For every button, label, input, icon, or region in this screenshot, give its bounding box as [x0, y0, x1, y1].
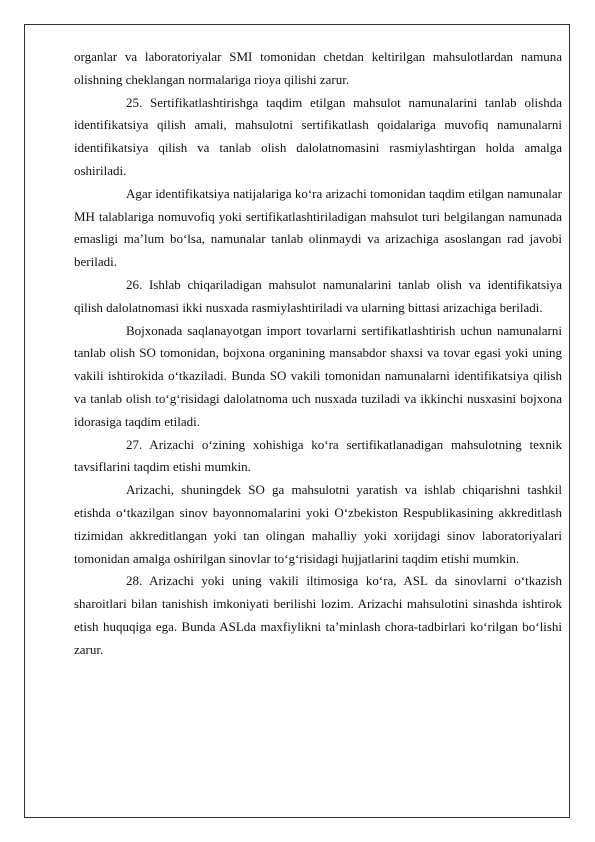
- document-body: [74, 46, 562, 662]
- paragraph-28: 28. Arizachi yoki uning vakili iltimosiga ko‘ra, ASL da sinovlarni o‘tkazish sharoitlari bilan tanishish imkoniyati berilishi lozim. Arizachi mahsulotini sinashda ishtirok etish huquqiga ega. Bunda ASLda maxfiylikni ta’minlash chora-tadbirlari ko‘rilgan bo‘lishi zarur.: [74, 573, 562, 657]
- paragraph-test-reports: Arizachi, shuningdek SO ga mahsulotni yaratish va ishlab chiqarishni tashkil etishda o‘tkazilgan sinov bayonnomalarini yoki O‘zbekiston Respublikasining akkreditlash tizimidan akkreditlangan yoki tan olingan mahalliy yoki xorijdagi sinov laboratoriyalari tomonidan amalga oshirilgan sinovlar to‘g‘risidagi hujjatlarini taqdim etishi mumkin.: [74, 482, 562, 566]
- paragraph-customs-import: Bojxonada saqlanayotgan import tovarlarni sertifikatlashtirish uchun namunalarni tanlab olish SO tomonidan, bojxona organining mansabdor shaxsi va tovar egasi yoki uning vakili ishtirokida o‘tkaziladi. Bunda SO vakili tomonidan namunalarni identifikatsiya qilish va tanlab olish to‘g‘risidagi dalolatnoma uch nusxada tuziladi va ikkinchi nusxasini bojxona idorasiga taqdim etiladi.: [74, 322, 562, 429]
- paragraph-identification-result: Agar identifikatsiya natijalariga ko‘ra arizachi tomonidan taqdim etilgan namunalar MH talablariga nomuvofiq yoki sertifikatlashtiriladigan mahsulot turi belgilangan namunada emasligi ma’lum bo‘lsa, namunalar tanlab olinmaydi va arizachiga asoslangan rad javobi beriladi.: [74, 185, 562, 270]
- paragraph-27: 27. Arizachi o‘zining xohishiga ko‘ra sertifikatlanadigan mahsulotning texnik tavsiflarini taqdim etishi mumkin.: [74, 436, 562, 475]
- paragraph-26: 26. Ishlab chiqariladigan mahsulot namunalarini tanlab olish va identifikatsiya qilish dalolatnomasi ikki nusxada rasmiylashtiriladi va ularning bittasi arizachiga beriladi.: [74, 276, 562, 315]
- paragraph-continuation: organlar va laboratoriyalar SMI tomonidan chetdan keltirilgan mahsulotlardan namuna olishning cheklangan normalariga rioya qilishi zarur.: [74, 49, 562, 87]
- paragraph-25: 25. Sertifikatlashtirishga taqdim etilgan mahsulot namunalarini tanlab olishda identifikatsiya qilish amali, mahsulotni sertifikatlash qoidalariga muvofiq namunalarni identifikatsiya qilish va tanlab olish dalolatnomasini rasmiylashtirgan holda amalga oshiriladi.: [74, 94, 562, 178]
